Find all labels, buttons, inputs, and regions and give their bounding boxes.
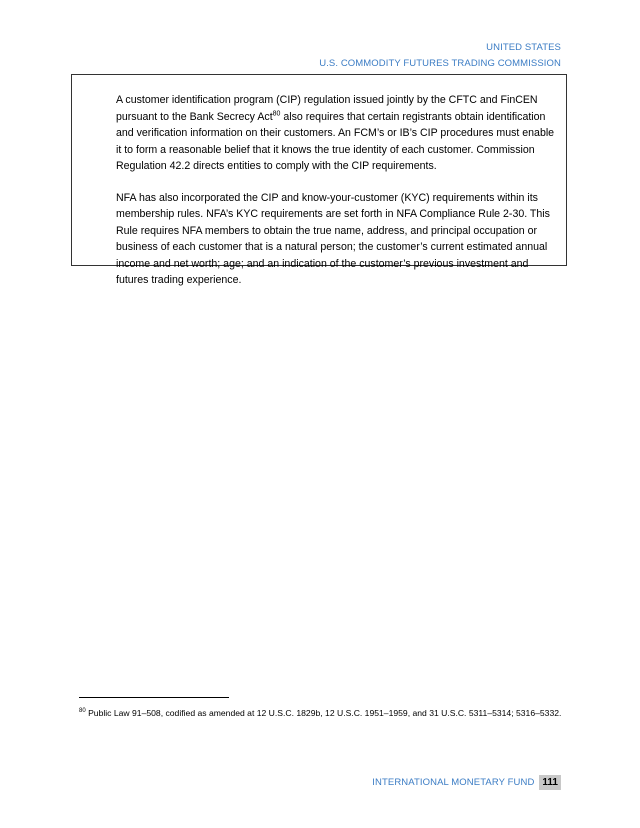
- header-country: UNITED STATES: [486, 42, 561, 53]
- paragraph-nfa: NFA has also incorporated the CIP and know-your-customer (KYC) requirements within its membership rules. NFA’s KYC requirements are set forth in NFA Compliance Rule 2-30. This Rule requires NFA members to obtain the true name, address, and principal occupation or business of each customer that is a natural person; the customer’s current estimated annual income and net worth; age; and an indication of the customer’s previous investment and futures trading experience.: [116, 191, 550, 286]
- footnote-text: Public Law 91–508, codified as amended at 12 U.S.C. 1829b, 12 U.S.C. 1951–1959, and 31 U.S.C. 5311–5314; 5316–5332.: [85, 708, 562, 718]
- box-content: [116, 92, 556, 304]
- page-header: [319, 40, 561, 72]
- footnote-divider: [79, 697, 229, 698]
- page-footer: [372, 775, 561, 790]
- paragraph-cip: A customer identification program (CIP) regulation issued jointly by the CFTC and FinCEN pursuant to the Bank Secrecy Act$^{80}$ also requires that certain registrants obtain identification and verification information on their customers. An FCM’s or IB’s CIP procedures must enable it to form a reasonable belief that it knows the true identity of each customer. Commission Regulation 42.2 directs entities to comply with the CIP requirements.: [116, 94, 555, 172]
- footnote-reference[interactable]: 80: [272, 109, 281, 117]
- footnote-number: 80: [79, 708, 86, 715]
- footnote: [79, 707, 569, 720]
- text-box: [71, 74, 567, 286]
- header-agency: U.S. COMMODITY FUTURES TRADING COMMISSION: [319, 58, 561, 69]
- footer-label: INTERNATIONAL MONETARY FUND: [372, 777, 535, 788]
- page-number: 111: [539, 775, 561, 790]
